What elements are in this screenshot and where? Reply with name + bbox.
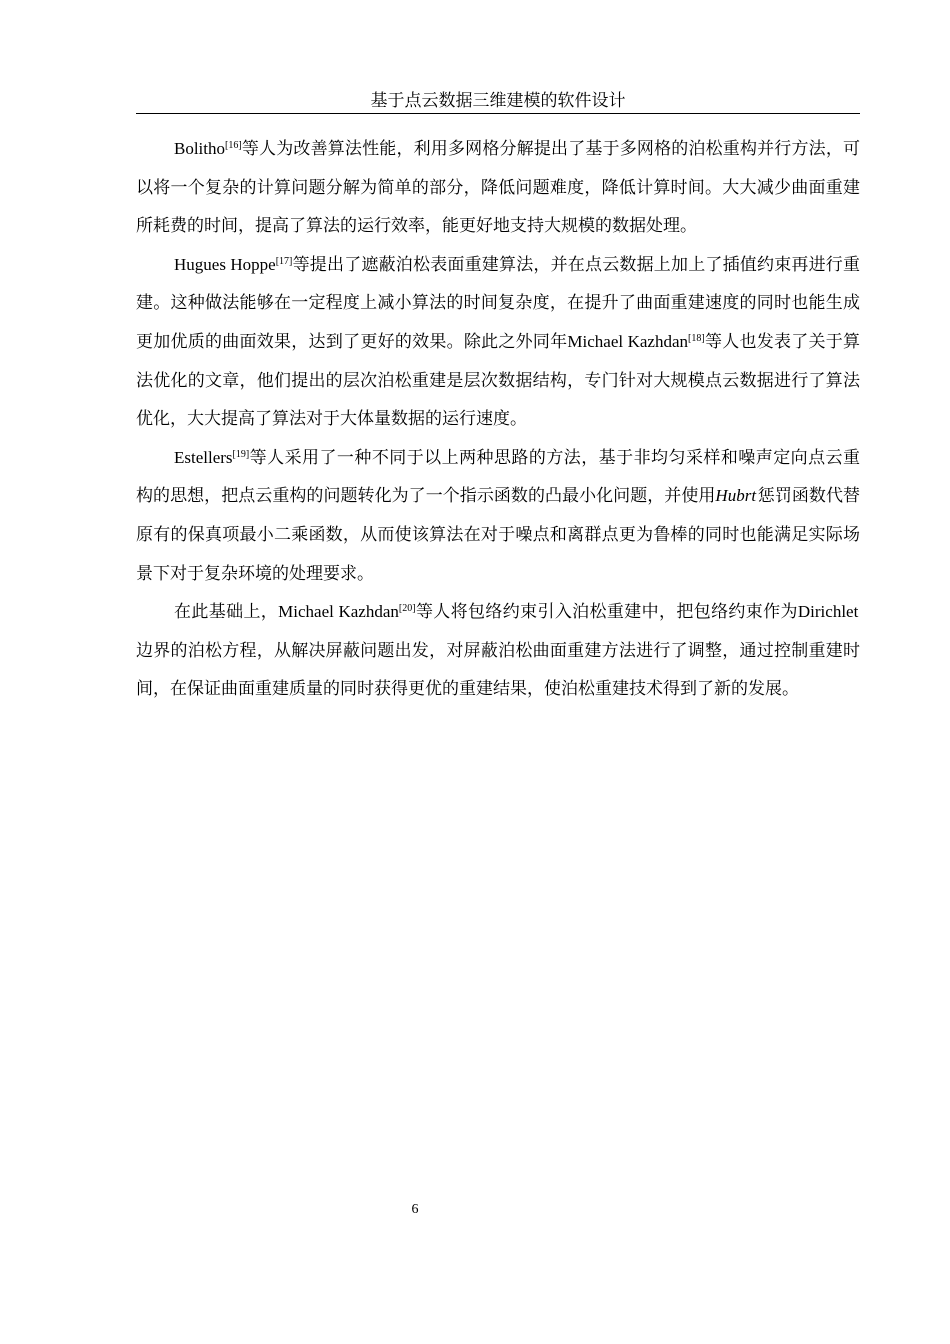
author-name: Hugues Hoppe xyxy=(174,254,276,274)
paragraph-estellers xyxy=(136,439,860,593)
author-name: Michael Kazhdan xyxy=(567,331,689,351)
running-header: 基于点云数据三维建模的软件设计 xyxy=(370,91,626,111)
technical-term: Dirichlet xyxy=(797,602,859,622)
paragraph-text: 惩罚函数代替原有的保真项最小二乘函数，从而使该算法在对于噪点和离群点更为鲁棒的同时也能满足实际场景下对于复杂环境的处理要求。 xyxy=(136,486,861,584)
citation-ref: [17] xyxy=(275,255,293,267)
author-name: Bolitho xyxy=(174,139,226,158)
paragraph-text: 边界的泊松方程，从解决屏蔽问题出发，对屏蔽泊松曲面重建方法进行了调整，通过控制重建时间，在保证曲面重建质量的同时获得更优的重建结果，使泊松重建技术得到了新的发展。 xyxy=(136,640,860,700)
paragraph-text: 等人采用了一种不同于以上两种思路的方法，基于非均匀采样和噪声定向点云重构的思想，把点云重构的问题转化为了一个指示函数的凸最小化问题，并使用 xyxy=(136,447,860,507)
paragraph-text: 等提出了遮蔽泊松表面重建算法，并在点云数据上加上了插值约束再进行重建。这种做法能够在一定程度上减小算法的时间复杂度，在提升了曲面重建速度的同时也能生成更加优质的曲面效果，达到了更好的效果。除此之外同年 xyxy=(136,254,861,352)
author-name: Estellers xyxy=(174,447,233,467)
citation-ref: [19] xyxy=(232,448,250,460)
author-name: Michael Kazhdan xyxy=(278,602,399,622)
italic-term: Hubrt xyxy=(715,486,757,506)
paragraph-bolitho xyxy=(136,130,860,246)
paragraph-kazhdan xyxy=(136,593,860,709)
paragraph-text: 等人也发表了关于算法优化的文章，他们提出的层次泊松重建是层次数据结构，专门针对大规模点云数据进行了算法优化，大大提高了算法对于大体量数据的运行速度。 xyxy=(136,331,861,430)
paragraph-text: 等人将包络约束引入泊松重建中，把包络约束作为 xyxy=(415,602,798,623)
paragraph-text: 等人为改善算法性能，利用多网格分解提出了基于多网格的泊松重构并行方法，可以将一个复杂的计算问题分解为简单的部分，降低问题难度，降低计算时间。大大减少曲面重建所耗费的时间，提高了算法的运行效率，能更好地支持大规模的数据处理。 xyxy=(136,139,860,237)
citation-ref: [20] xyxy=(398,603,416,615)
paragraph-lead: 在此基础上， xyxy=(174,602,279,623)
paragraph-hoppe xyxy=(136,246,860,439)
body-text xyxy=(136,130,860,709)
page-number: 6 xyxy=(411,1202,419,1217)
header-rule xyxy=(136,113,860,114)
citation-ref: [18] xyxy=(688,332,705,344)
citation-ref: [16] xyxy=(225,140,242,151)
